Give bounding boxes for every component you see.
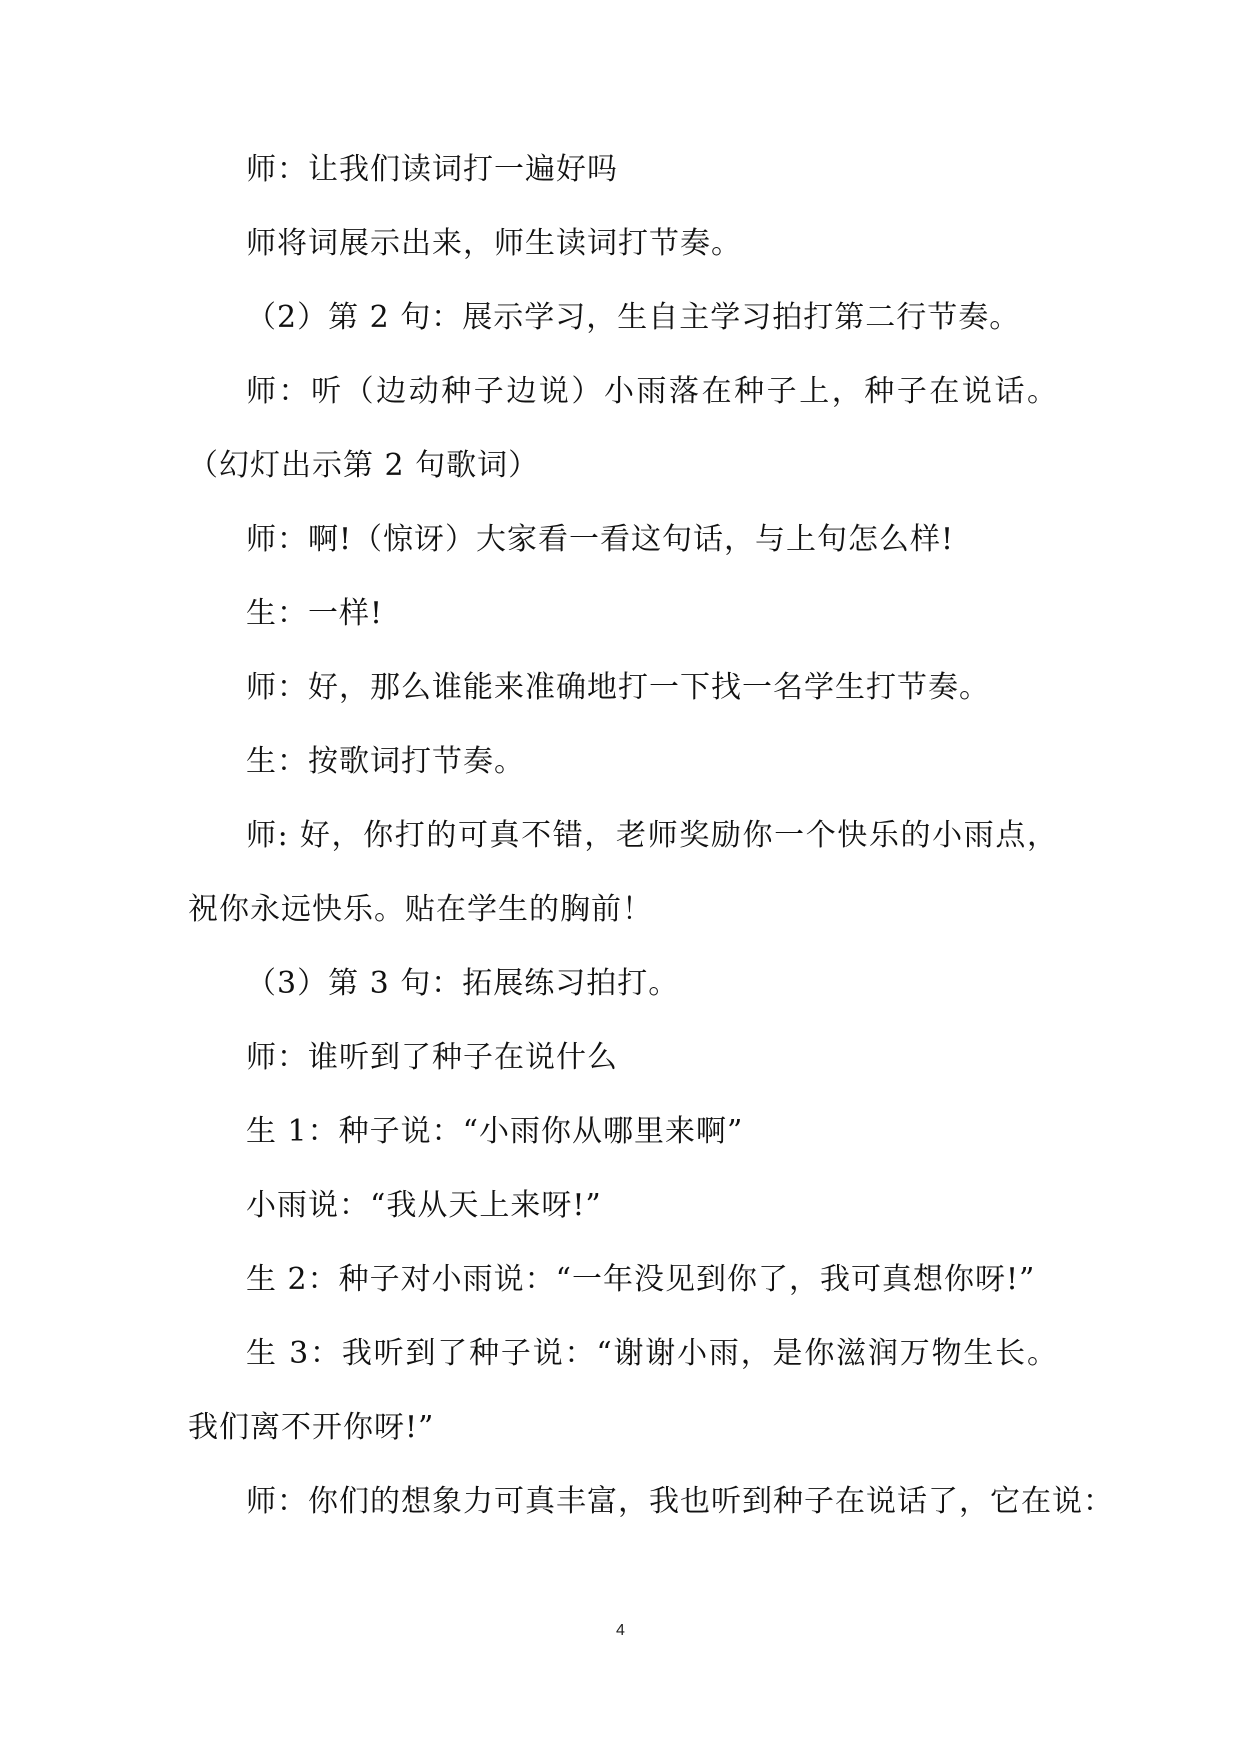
paragraph: 生 1：种子说：“小雨你从哪里来啊” [246, 1114, 744, 1149]
paragraph: 师：你们的想象力可真丰富，我也听到种子在说话了，它在说： [246, 1484, 1114, 1519]
paragraph: 师: 好，你打的可真不错，老师奖励你一个快乐的小雨点，祝你永远快乐。贴在学生的胸前！ [188, 818, 1058, 927]
paragraph: 师：让我们读词打一遍好吗 [246, 152, 618, 187]
paragraph: 师：好，那么谁能来准确地打一下找一名学生打节奏。 [246, 670, 990, 705]
paragraph: 生：按歌词打节奏。 [246, 744, 525, 779]
paragraph: 师将词展示出来，师生读词打节奏。 [246, 226, 742, 261]
paragraph: 生 2：种子对小雨说：“一年没见到你了，我可真想你呀!” [246, 1262, 1036, 1297]
paragraph: （3）第 3 句：拓展练习拍打。 [246, 966, 680, 1001]
paragraph: （2）第 2 句：展示学习，生自主学习拍打第二行节奏。 [246, 300, 1021, 335]
paragraph: 师：谁听到了种子在说什么 [246, 1040, 618, 1075]
page-number: 4 [616, 1622, 625, 1639]
paragraph: 师：啊!（惊讶）大家看一看这句话，与上句怎么样! [246, 522, 955, 557]
paragraph: 生 3：我听到了种子说：“谢谢小雨，是你滋润万物生长。我们离不开你呀!” [188, 1336, 1058, 1445]
paragraph: 小雨说：“我从天上来呀!” [246, 1188, 602, 1223]
paragraph: 师：听（边动种子边说）小雨落在种子上，种子在说话。（幻灯出示第 2 句歌词） [188, 374, 1058, 483]
paragraph: 生：一样! [246, 596, 384, 631]
